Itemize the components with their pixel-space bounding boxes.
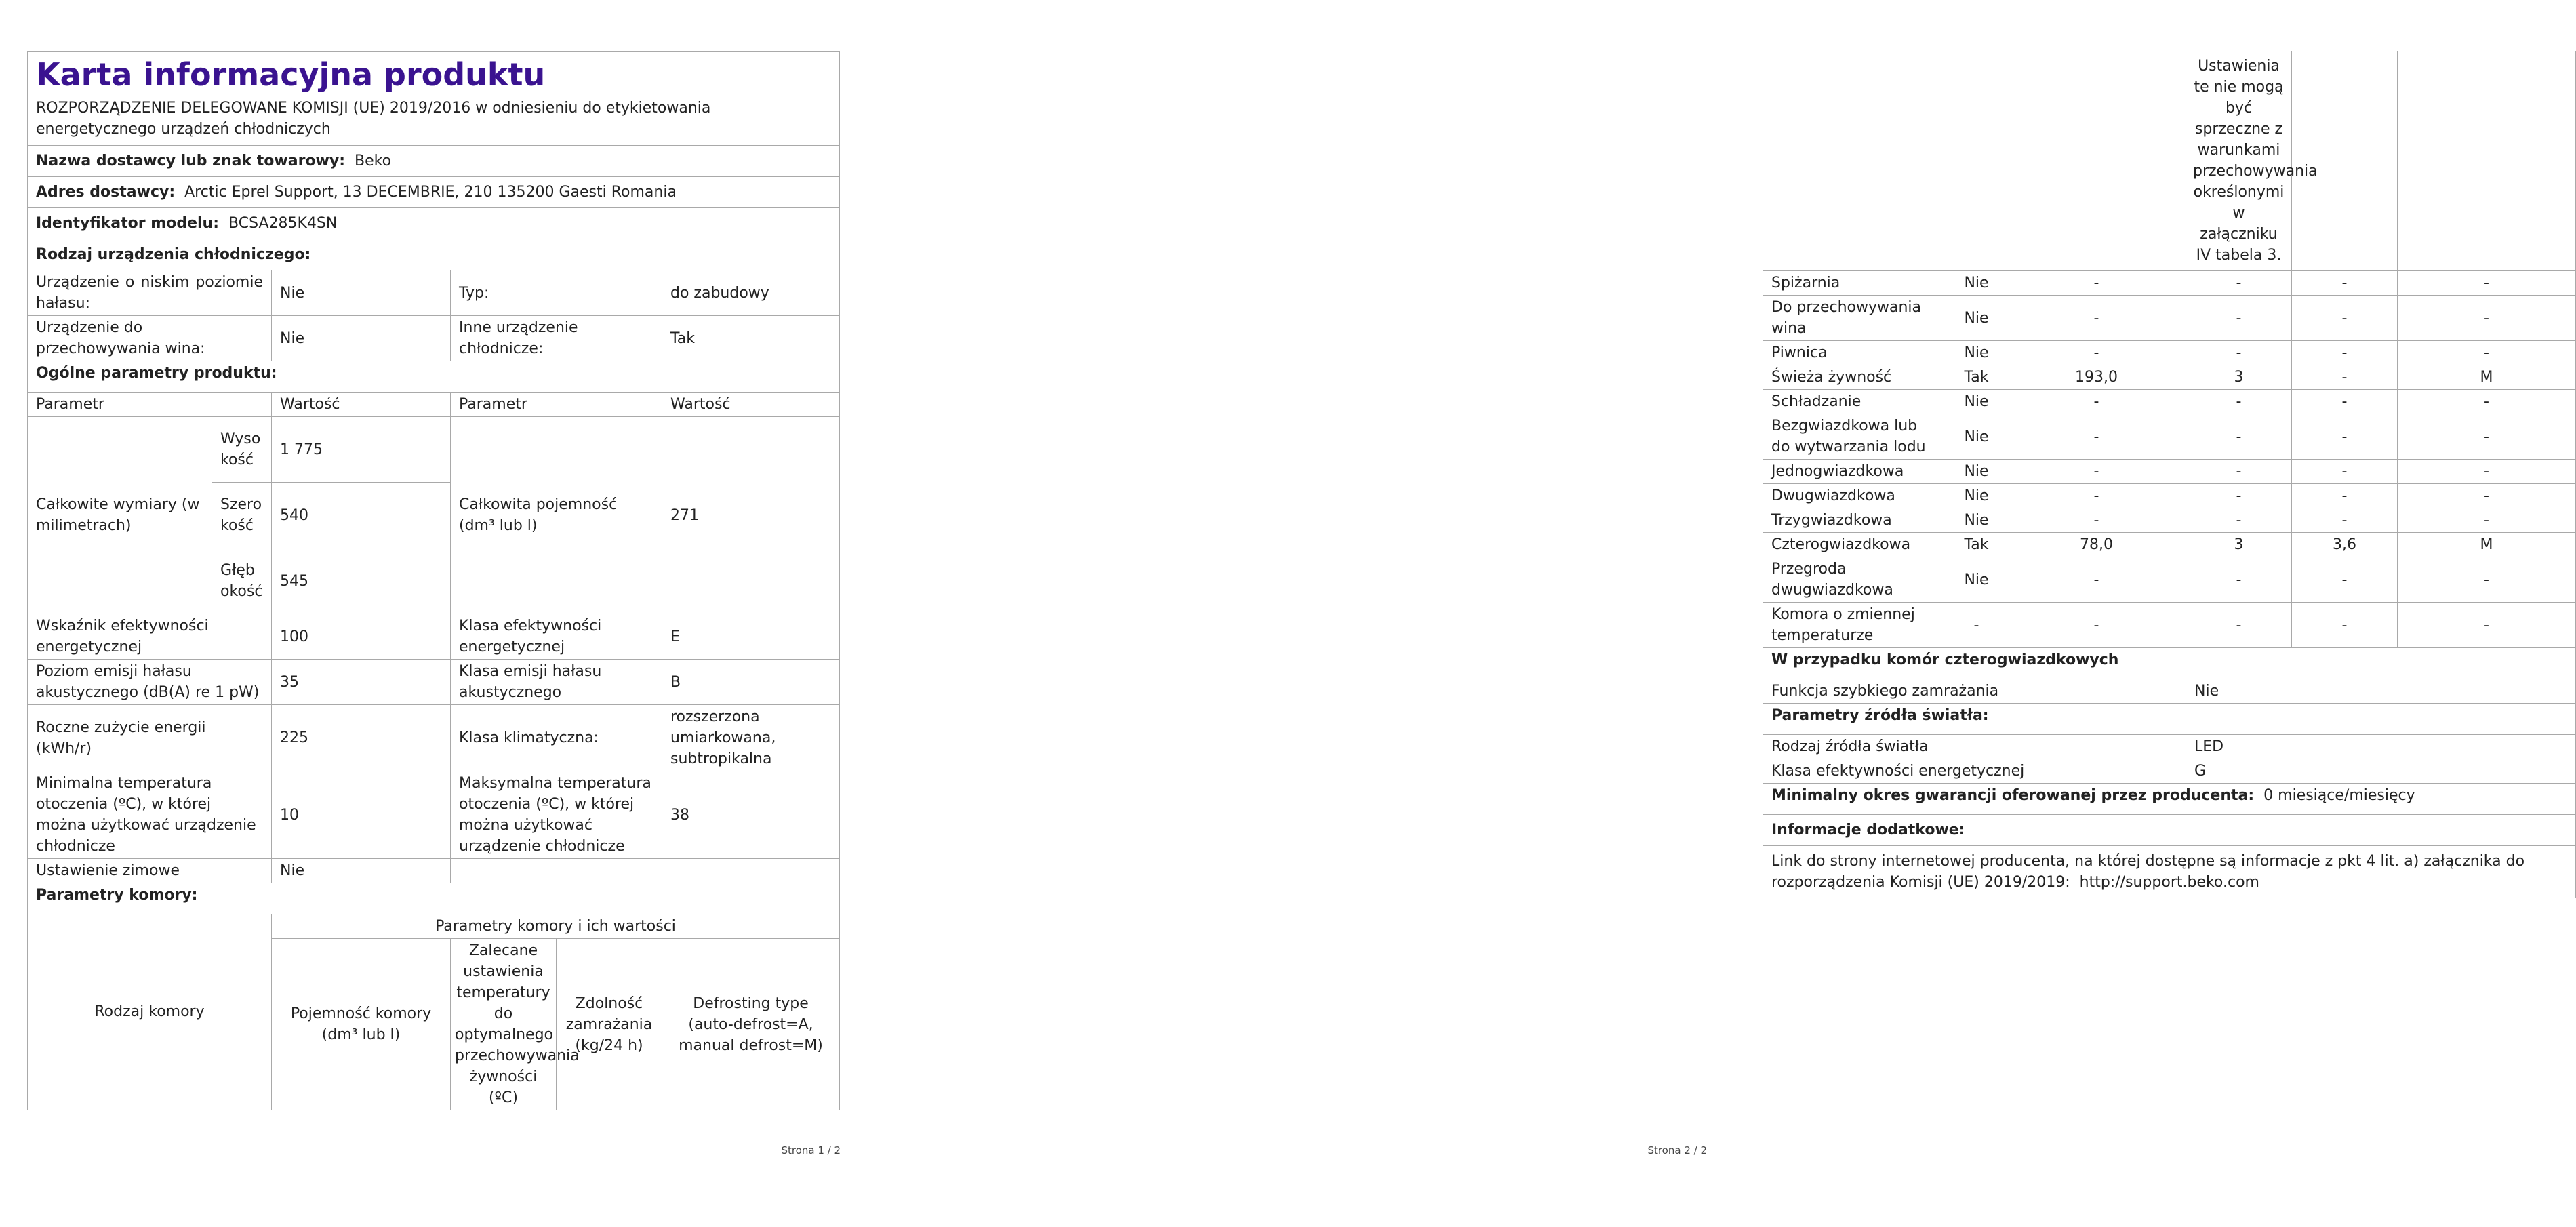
chamber-capacity-cell: - xyxy=(2007,508,2186,533)
param-label-2: Klasa emisji hałasu akustycznego xyxy=(451,660,662,705)
supplier-label: Nazwa dostawcy lub znak towarowy: xyxy=(36,153,346,169)
chamber-row xyxy=(1763,271,2576,296)
page-footer: Strona 1 / 2 xyxy=(781,1144,841,1156)
chamber-row xyxy=(1763,390,2576,414)
chamber-defrost-cell: - xyxy=(2398,508,2576,533)
chamber-row xyxy=(1763,341,2576,365)
depth-label: Głębokość xyxy=(212,548,272,614)
chamber-temp-cell: - xyxy=(2186,296,2292,341)
height-value: 1 775 xyxy=(272,417,451,483)
chamber-capacity-cell: - xyxy=(2007,557,2186,603)
chamber-row xyxy=(1763,460,2576,484)
title-row xyxy=(28,52,840,146)
chamber-row xyxy=(1763,508,2576,533)
chamber-capacity-cell: 78,0 xyxy=(2007,533,2186,557)
warranty-label: Minimalny okres gwarancji oferowanej przez producenta: xyxy=(1771,787,2255,804)
light-type-value: LED xyxy=(2186,735,2576,759)
chamber-defrost-cell: - xyxy=(2398,271,2576,296)
chamber-freezing-cell: - xyxy=(2292,603,2398,648)
param-value-2: B xyxy=(662,660,840,705)
chamber-freezing-cell: - xyxy=(2292,557,2398,603)
chamber-present-cell: Nie xyxy=(1946,484,2007,508)
param-row xyxy=(28,614,840,660)
capacity-header: Pojemność komory (dm³ lub l) xyxy=(272,939,451,1110)
device-type-heading: Rodzaj urządzenia chłodniczego: xyxy=(28,239,840,270)
device-type-heading-row xyxy=(28,239,840,270)
chamber-row xyxy=(1763,365,2576,390)
fast-freeze-value: Nie xyxy=(2186,679,2576,704)
general-heading-row xyxy=(28,361,840,393)
capacity-label: Całkowita pojemność (dm³ lub l) xyxy=(451,417,662,614)
chamber-row xyxy=(1763,414,2576,460)
chamber-name-cell: Schładzanie xyxy=(1763,390,1946,414)
chamber-type-header: Rodzaj komory xyxy=(28,914,272,1110)
chamber-present-cell: - xyxy=(1946,603,2007,648)
light-class-label: Klasa efektywności energetycznej xyxy=(1763,759,2186,784)
support-link[interactable]: http://support.beko.com xyxy=(2079,874,2259,891)
warranty-row xyxy=(1763,784,2576,815)
chamber-temp-cell: 3 xyxy=(2186,365,2292,390)
chamber-freezing-cell: - xyxy=(2292,390,2398,414)
chamber-capacity-cell: - xyxy=(2007,341,2186,365)
chamber-defrost-cell: - xyxy=(2398,390,2576,414)
chamber-temp-cell: - xyxy=(2186,414,2292,460)
param-label-2: Klasa efektywności energetycznej xyxy=(451,614,662,660)
device-value: Nie xyxy=(272,316,451,361)
param-header-row xyxy=(28,393,840,417)
light-type-label: Rodzaj źródła światła xyxy=(1763,735,2186,759)
param-label: Poziom emisji hałasu akustycznego (dB(A) re 1 pW) xyxy=(28,660,272,705)
note-row xyxy=(1763,51,2576,271)
page-title: Karta informacyjna produktu xyxy=(36,56,546,93)
freezing-header: Zdolność zamrażania (kg/24 h) xyxy=(557,939,662,1110)
light-heading-row xyxy=(1763,704,2576,735)
light-class-row xyxy=(1763,759,2576,784)
chamber-capacity-cell: - xyxy=(2007,460,2186,484)
chamber-defrost-cell: M xyxy=(2398,365,2576,390)
light-class-value: G xyxy=(2186,759,2576,784)
chamber-temp-cell: - xyxy=(2186,271,2292,296)
address-value: Arctic Eprel Support, 13 DECEMBRIE, 210 135200 Gaesti Romania xyxy=(184,184,677,201)
chamber-present-cell: Nie xyxy=(1946,271,2007,296)
chamber-name-cell: Komora o zmiennej temperaturze xyxy=(1763,603,1946,648)
param-value-2: 38 xyxy=(662,771,840,859)
chamber-present-cell: Nie xyxy=(1946,460,2007,484)
chamber-name-cell: Piwnica xyxy=(1763,341,1946,365)
chamber-freezing-cell: - xyxy=(2292,296,2398,341)
device-label: Urządzenie do przechowywania wina: xyxy=(28,316,272,361)
device-row xyxy=(28,316,840,361)
light-type-row xyxy=(1763,735,2576,759)
chamber-defrost-cell: M xyxy=(2398,533,2576,557)
width-label: Szerokość xyxy=(212,483,272,548)
chamber-defrost-cell: - xyxy=(2398,603,2576,648)
chamber-rows xyxy=(1763,271,2576,648)
chamber-name-cell: Bezgwiazdkowa lub do wytwarzania lodu xyxy=(1763,414,1946,460)
device-label-2: Typ: xyxy=(451,270,662,316)
param-row xyxy=(28,771,840,859)
param-label-2: Maksymalna temperatura otoczenia (ºC), w której można użytkować urządzenie chłodnicze xyxy=(451,771,662,859)
chamber-freezing-cell: - xyxy=(2292,508,2398,533)
chamber-defrost-cell: - xyxy=(2398,557,2576,603)
chamber-present-cell: Nie xyxy=(1946,390,2007,414)
device-value-2: Tak xyxy=(662,316,840,361)
chamber-present-cell: Nie xyxy=(1946,341,2007,365)
chamber-present-cell: Tak xyxy=(1946,365,2007,390)
dimensions-label: Całkowite wymiary (w milimetrach) xyxy=(28,417,212,614)
extra-text: Link do strony internetowej producenta, na której dostępne są informacje z pkt 4 lit. a) załącznika do rozporządzenia Komisji (UE) 2019/2019: xyxy=(1771,853,2525,891)
dimension-row xyxy=(28,417,840,483)
general-heading: Ogólne parametry produktu: xyxy=(28,361,840,393)
device-value: Nie xyxy=(272,270,451,316)
chamber-freezing-cell: - xyxy=(2292,414,2398,460)
chamber-capacity-cell: - xyxy=(2007,414,2186,460)
storage-note: Ustawienia te nie mogą być sprzeczne z warunkami przechowywania określonymi w załączniku IV tabela 3. xyxy=(2186,51,2292,271)
device-value-2: do zabudowy xyxy=(662,270,840,316)
param-value: 100 xyxy=(272,614,451,660)
light-heading: Parametry źródła światła: xyxy=(1763,704,2576,735)
param-label: Minimalna temperatura otoczenia (ºC), w której można użytkować urządzenie chłodnicze xyxy=(28,771,272,859)
extra-text-row xyxy=(1763,846,2576,898)
extra-heading-row xyxy=(1763,815,2576,846)
chamber-temp-cell: - xyxy=(2186,508,2292,533)
chamber-row xyxy=(1763,484,2576,508)
chamber-row xyxy=(1763,533,2576,557)
winter-row xyxy=(28,859,840,883)
chamber-defrost-cell: - xyxy=(2398,484,2576,508)
chamber-name-cell: Przegroda dwugwiazdkowa xyxy=(1763,557,1946,603)
page-footer: Strona 2 / 2 xyxy=(1647,1144,1707,1156)
warranty-value: 0 miesiące/miesięcy xyxy=(2263,787,2415,804)
chamber-temp-cell: - xyxy=(2186,341,2292,365)
chamber-temp-cell: 3 xyxy=(2186,533,2292,557)
supplier-value: Beko xyxy=(355,153,392,169)
device-label-2: Inne urządzenie chłodnicze: xyxy=(451,316,662,361)
model-label: Identyfikator modelu: xyxy=(36,215,220,232)
address-label: Adres dostawcy: xyxy=(36,184,176,201)
chamber-temp-cell: - xyxy=(2186,484,2292,508)
depth-value: 545 xyxy=(272,548,451,614)
chamber-freezing-cell: - xyxy=(2292,341,2398,365)
supplier-row xyxy=(28,146,840,177)
chamber-present-cell: Nie xyxy=(1946,508,2007,533)
device-label: Urządzenie o niskim poziomie hałasu: xyxy=(28,270,272,316)
capacity-value: 271 xyxy=(662,417,840,614)
chamber-group-header: Parametry komory i ich wartości xyxy=(272,914,840,939)
four-star-heading-row xyxy=(1763,648,2576,679)
chamber-group-row xyxy=(28,914,840,939)
chamber-name-cell: Dwugwiazdkowa xyxy=(1763,484,1946,508)
chamber-temp-cell: - xyxy=(2186,460,2292,484)
chamber-name-cell: Spiżarnia xyxy=(1763,271,1946,296)
param-value: 10 xyxy=(272,771,451,859)
chamber-freezing-cell: - xyxy=(2292,365,2398,390)
winter-value: Nie xyxy=(272,859,451,883)
chamber-name-cell: Świeża żywność xyxy=(1763,365,1946,390)
product-info-table xyxy=(27,51,840,1110)
width-value: 540 xyxy=(272,483,451,548)
chamber-temp-cell: - xyxy=(2186,390,2292,414)
value-header-2: Wartość xyxy=(662,393,840,417)
chamber-freezing-cell: - xyxy=(2292,460,2398,484)
param-value: 35 xyxy=(272,660,451,705)
chamber-row xyxy=(1763,557,2576,603)
param-row xyxy=(28,660,840,705)
chamber-present-cell: Tak xyxy=(1946,533,2007,557)
chamber-freezing-cell: - xyxy=(2292,484,2398,508)
height-label: Wysokość xyxy=(212,417,272,483)
param-label: Roczne zużycie energii (kWh/r) xyxy=(28,705,272,771)
chamber-capacity-cell: - xyxy=(2007,271,2186,296)
chamber-capacity-cell: - xyxy=(2007,296,2186,341)
param-label-2: Klasa klimatyczna: xyxy=(451,705,662,771)
chamber-defrost-cell: - xyxy=(2398,296,2576,341)
chamber-temp-cell: - xyxy=(2186,603,2292,648)
winter-label: Ustawienie zimowe xyxy=(28,859,272,883)
chamber-present-cell: Nie xyxy=(1946,414,2007,460)
param-header-2: Parametr xyxy=(451,393,662,417)
param-label: Wskaźnik efektywności energetycznej xyxy=(28,614,272,660)
page-1 xyxy=(0,0,868,1227)
chamber-defrost-cell: - xyxy=(2398,460,2576,484)
chamber-capacity-cell: 193,0 xyxy=(2007,365,2186,390)
param-value-2: rozszerzona umiarkowana, subtropikalna xyxy=(662,705,840,771)
chamber-temp-cell: - xyxy=(2186,557,2292,603)
param-value: 225 xyxy=(272,705,451,771)
fast-freeze-label: Funkcja szybkiego zamrażania xyxy=(1763,679,2186,704)
defrost-header: Defrosting type (auto-defrost=A, manual defrost=M) xyxy=(662,939,840,1110)
chamber-heading-row xyxy=(28,883,840,914)
chamber-name-cell: Trzygwiazdkowa xyxy=(1763,508,1946,533)
chamber-capacity-cell: - xyxy=(2007,603,2186,648)
page-2 xyxy=(868,0,2525,1227)
fast-freeze-row xyxy=(1763,679,2576,704)
chamber-present-cell: Nie xyxy=(1946,296,2007,341)
chamber-name-cell: Do przechowywania wina xyxy=(1763,296,1946,341)
address-row xyxy=(28,177,840,208)
four-star-heading: W przypadku komór czterogwiazdkowych xyxy=(1763,648,2576,679)
chamber-freezing-cell: 3,6 xyxy=(2292,533,2398,557)
value-header: Wartość xyxy=(272,393,451,417)
chamber-name-cell: Czterogwiazdkowa xyxy=(1763,533,1946,557)
chamber-defrost-cell: - xyxy=(2398,414,2576,460)
param-row xyxy=(28,705,840,771)
device-row xyxy=(28,270,840,316)
extra-heading: Informacje dodatkowe: xyxy=(1763,815,2576,846)
chamber-heading: Parametry komory: xyxy=(28,883,840,914)
param-header: Parametr xyxy=(28,393,272,417)
chamber-defrost-cell: - xyxy=(2398,341,2576,365)
chamber-capacity-cell: - xyxy=(2007,484,2186,508)
temperature-header: Zalecane ustawienia temperatury do optymalnego przechowywania żywności (ºC) xyxy=(451,939,557,1110)
chamber-row xyxy=(1763,603,2576,648)
chamber-freezing-cell: - xyxy=(2292,271,2398,296)
chamber-capacity-cell: - xyxy=(2007,390,2186,414)
chamber-row xyxy=(1763,296,2576,341)
chamber-present-cell: Nie xyxy=(1946,557,2007,603)
chamber-name-cell: Jednogwiazdkowa xyxy=(1763,460,1946,484)
model-row xyxy=(28,208,840,239)
chamber-continuation-table xyxy=(1763,51,2576,898)
param-value-2: E xyxy=(662,614,840,660)
regulation-subtitle: ROZPORZĄDZENIE DELEGOWANE KOMISJI (UE) 2019/2016 w odniesieniu do etykietowania energetycznego urządzeń chłodniczych xyxy=(36,100,711,138)
model-value: BCSA285K4SN xyxy=(228,215,338,232)
